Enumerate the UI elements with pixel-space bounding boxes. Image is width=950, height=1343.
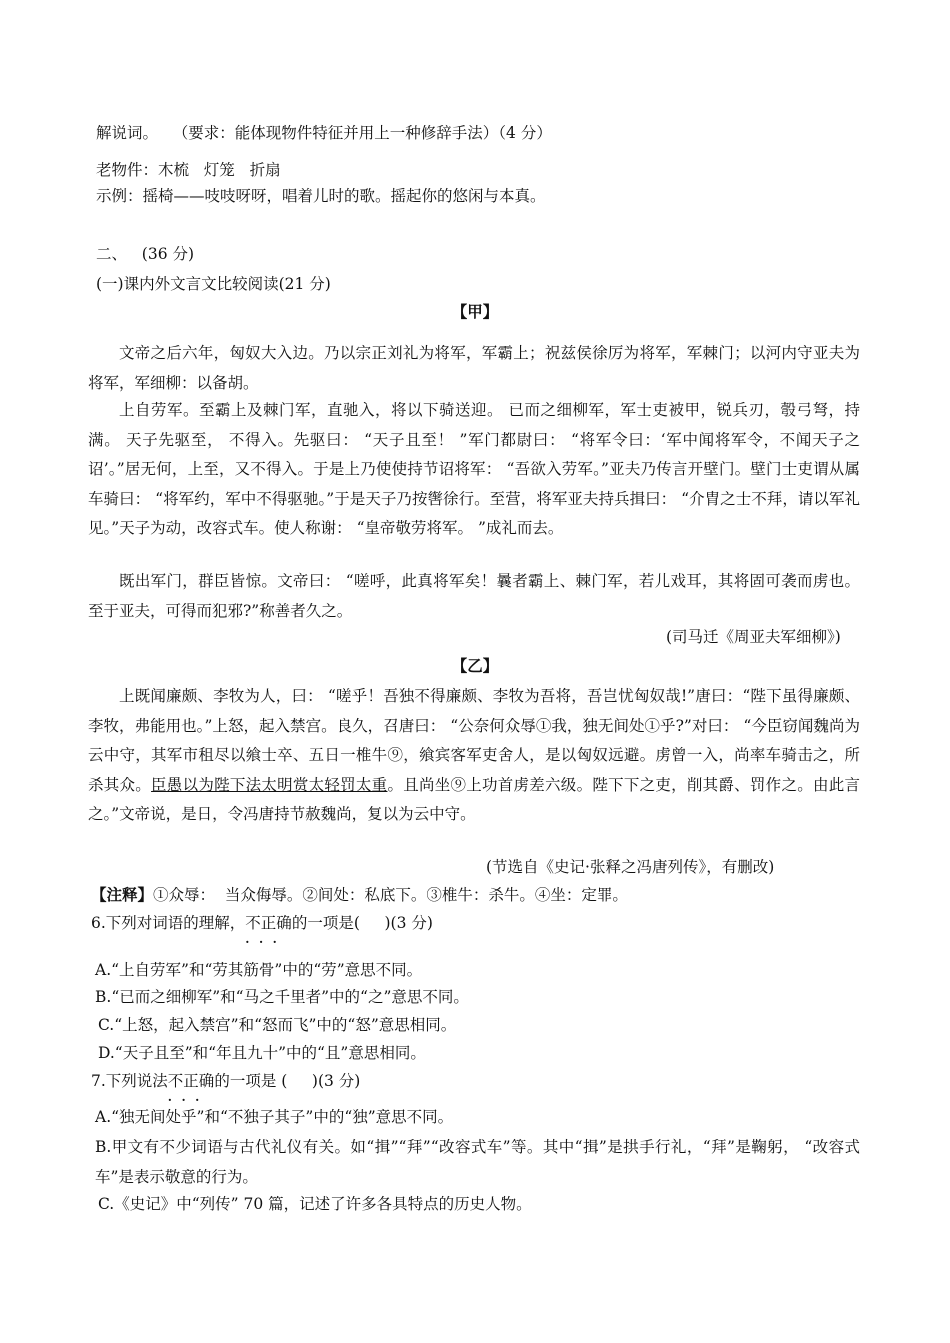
question-6-suffix: 的一项是( )(3 分) xyxy=(291,914,433,932)
question-6-prefix: 6.下列对词语的理解， xyxy=(91,914,246,932)
section-heading: 二、 (36 分) xyxy=(96,245,195,263)
passage-a-paragraph-1: 文帝之后六年，匈奴大入边。乃以宗正刘礼为将军，军霸上；祝兹侯徐厉为将军，军棘门；以河内守亚夫为将军，军细柳：以备胡。 xyxy=(88,344,860,392)
passage-b-title: 【乙】 xyxy=(451,656,499,675)
question-6-emphasis-text: 不正确 xyxy=(245,914,292,932)
notes-text: ①众辱： 当众侮辱。②间处：私底下。③椎牛：杀牛。④坐：定罪。 xyxy=(153,886,628,904)
passage-a-source: (司马迁《周亚夫军细柳》) xyxy=(666,628,841,646)
question-7 xyxy=(91,1070,361,1107)
passage-a-paragraph-2: 上自劳军。至霸上及棘门军，直驰入，将以下骑送迎。 已而之细柳军，军士吏被甲，锐兵刃，彀弓弩，持满。 天子先驱至， 不得入。先驱曰： “天子且至！ ”军门都尉曰： “将军令曰：‘军中闻将军令，不闻天子之诏’。”居无何，上至，又不得入。于是上乃使使持节诏将军： “吾欲入劳军。”亚夫乃传言开壁门。壁门士吏谓从属车骑曰： “将军约，军中不得驱驰。”于是天子乃按辔徐行。至营，将军亚夫持兵揖曰： “介胄之士不拜，请以军礼见。”天子为动，改容式车。使人称谢： “皇帝敬劳将军。 ”成礼而去。 xyxy=(88,401,860,537)
passage-a-paragraph-3: 既出军门，群臣皆惊。文帝曰： “嗟呼，此真将军矣！曩者霸上、棘门军，若儿戏耳，其将固可袭而虏也。至于亚夫，可得而犯邪?”称善者久之。 xyxy=(88,572,860,620)
question-7-option-a: A.“独无间处乎”和“不独子其子”中的“独”意思不同。 xyxy=(95,1108,454,1126)
question-6-option-b: B.“已而之细柳军”和“马之千里者”中的“之”意思不同。 xyxy=(95,988,469,1006)
question-7-prefix: 7.下列说法 xyxy=(91,1072,168,1090)
intro-items: 老物件：木梳 灯笼 折扇 xyxy=(96,161,281,179)
underlined-sentence: 臣愚以为陛下法太明赏太轻罚太重 xyxy=(151,775,388,794)
passage-a-title: 【甲】 xyxy=(451,302,499,321)
question-7-option-c: C.《史记》中“列传” 70 篇，记述了许多各具特点的历史人物。 xyxy=(98,1195,532,1213)
intro-example: 示例：摇椅——吱吱呀呀，唱着儿时的歌。摇起你的悠闲与本真。 xyxy=(96,187,546,205)
question-6-option-c: C.“上怒，起入禁宫”和“怒而飞”中的“怒”意思相同。 xyxy=(98,1016,457,1034)
passage-b-text-before: 上既闻廉颇、李牧为人，曰： “嗟乎！吾独不得廉颇、李牧为吾将，吾岂忧匈奴哉!”唐曰：“陛下虽得廉颇、李牧，弗能用也。”上怒，起入禁宫。良久，召唐曰： “公奈何众辱①我，独无间处①乎?”对曰： “今臣窃闻魏尚为云中守，其军市租尽以飨士卒、五日一椎牛⑨，飨宾客军吏舍人，是以匈奴远避。虏曾一入，尚率车骑击之，所杀其众。 xyxy=(88,687,860,794)
notes xyxy=(91,884,628,906)
question-6-emphasis xyxy=(245,914,292,949)
question-6 xyxy=(91,912,433,949)
passage-b-source: (节选自《史记·张释之冯唐列传》，有删改) xyxy=(486,858,775,876)
emphasis-dots: ··· xyxy=(245,935,287,949)
question-7-suffix: 的一项是 ( )(3 分) xyxy=(214,1072,361,1090)
question-7-option-b: B.甲文有不少词语与古代礼仪有关。如“揖”“拜”“改容式车”等。其中“揖”是拱手行礼，“拜”是鞠躬， “改容式车”是表示敬意的行为。 xyxy=(95,1138,860,1186)
question-7-emphasis xyxy=(167,1072,215,1107)
section-subheading: (一)课内外文言文比较阅读(21 分) xyxy=(96,275,331,293)
passage-b-paragraph xyxy=(88,682,860,830)
question-6-option-a: A.“上自劳军”和“劳其筋骨”中的“劳”意思不同。 xyxy=(95,961,423,979)
passage-b-text-after: 。且尚坐⑨上功首虏差六级。陛下下之吏，削其爵、罚作之。由此言之。”文帝说，是日，令冯唐持节赦魏尚，复以为云中守。 xyxy=(88,775,860,823)
question-6-option-d: D.“天子且至”和“年且九十”中的“且”意思相同。 xyxy=(98,1044,426,1062)
question-7-emphasis-text: 不正确 xyxy=(167,1072,215,1090)
notes-label: 【注释】 xyxy=(91,885,154,904)
emphasis-dots: ··· xyxy=(167,1093,209,1107)
intro-instruction: 解说词。 （要求：能体现物件特征并用上一种修辞手法）（4 分） xyxy=(96,124,552,142)
